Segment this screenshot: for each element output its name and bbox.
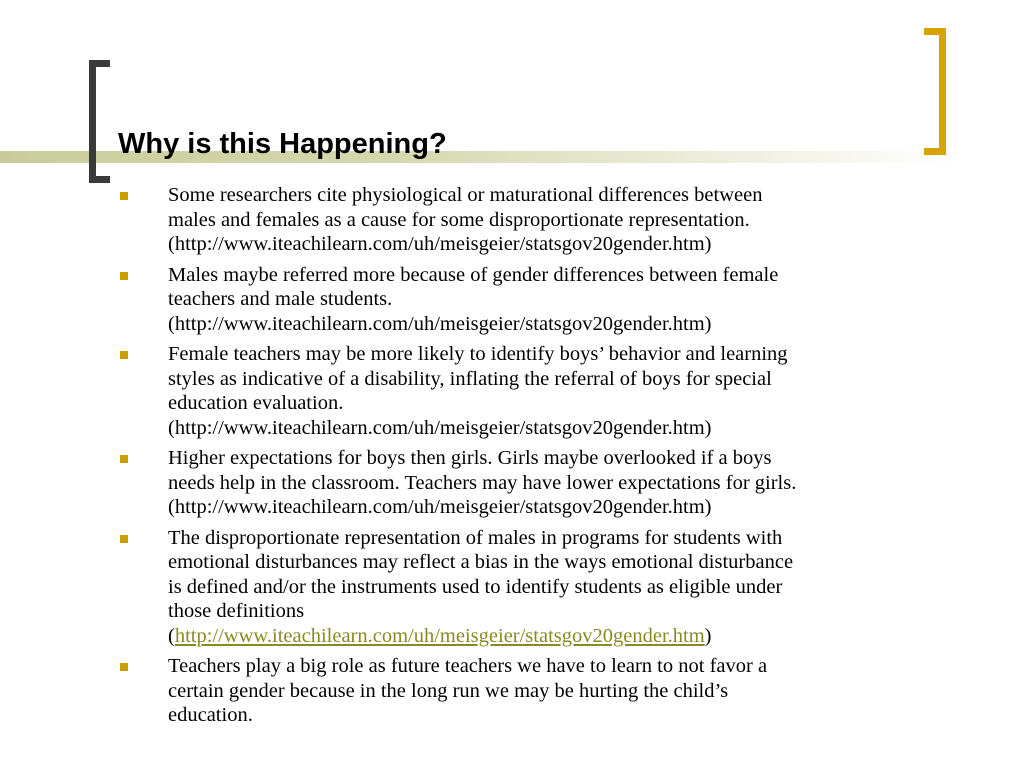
bullet-item xyxy=(118,183,968,257)
bullet-link-line xyxy=(168,624,968,649)
bullet-line: (http://www.iteachilearn.com/uh/meisgeier/statsgov20gender.htm) xyxy=(168,416,712,439)
bullet-text xyxy=(168,526,968,649)
bullet-line: emotional disturbances may reflect a bias in the ways emotional disturbance xyxy=(168,551,794,573)
link-open-paren: ( xyxy=(168,624,175,647)
bullet-line: (http://www.iteachilearn.com/uh/meisgeier/statsgov20gender.htm) xyxy=(168,496,712,518)
bullet-line: those definitions xyxy=(168,600,305,622)
bullet-line: Higher expectations for boys then girls. Girls maybe overlooked if a boys xyxy=(168,447,772,469)
square-bullet-icon xyxy=(120,192,128,200)
square-bullet-icon xyxy=(120,535,128,543)
bullet-line: Teachers play a big role as future teachers we have to learn to not favor a xyxy=(168,655,768,677)
bullet-line: is defined and/or the instruments used to identify students as eligible under xyxy=(168,575,783,598)
square-bullet-icon xyxy=(120,351,128,359)
bullet-list xyxy=(118,183,968,734)
bullet-line: education. xyxy=(168,704,253,726)
bullet-line: (http://www.iteachilearn.com/uh/meisgeier/statsgov20gender.htm) xyxy=(168,233,712,255)
bullet-text xyxy=(168,446,968,520)
bullet-line: The disproportionate representation of males in programs for students with xyxy=(168,526,783,549)
right-bracket-decoration xyxy=(924,28,946,155)
bullet-text xyxy=(168,342,968,440)
bullet-line: needs help in the classroom. Teachers may have lower expectations for girls. xyxy=(168,471,797,494)
bullet-line: teachers and male students. xyxy=(168,288,393,310)
bullet-line: Some researchers cite physiological or maturational differences between xyxy=(168,184,763,206)
bullet-text xyxy=(168,183,968,257)
source-link[interactable]: http://www.iteachilearn.com/uh/meisgeier/statsgov20gender.htm xyxy=(174,624,705,647)
square-bullet-icon xyxy=(120,663,128,671)
bullet-line: males and females as a cause for some disproportionate representation. xyxy=(168,208,750,231)
bullet-line: Female teachers may be more likely to identify boys’ behavior and learning xyxy=(168,343,788,365)
bullet-item xyxy=(118,526,968,649)
bullet-line: (http://www.iteachilearn.com/uh/meisgeier/statsgov20gender.htm) xyxy=(168,312,712,335)
bullet-line: certain gender because in the long run we may be hurting the child’s xyxy=(168,679,729,702)
slide-title: Why is this Happening? xyxy=(118,128,447,160)
bullet-item xyxy=(118,654,968,728)
bullet-line: styles as indicative of a disability, inflating the referral of boys for special xyxy=(168,367,772,390)
bullet-item xyxy=(118,342,968,440)
bullet-item xyxy=(118,263,968,337)
bullet-text xyxy=(168,654,968,728)
bullet-line: Males maybe referred more because of gender differences between female xyxy=(168,263,779,286)
bullet-item xyxy=(118,446,968,520)
square-bullet-icon xyxy=(120,272,128,280)
left-bracket-decoration xyxy=(89,60,110,183)
bullet-text xyxy=(168,263,968,337)
bullet-line: education evaluation. xyxy=(168,392,344,414)
link-close-paren: ) xyxy=(704,624,712,647)
square-bullet-icon xyxy=(120,455,128,463)
